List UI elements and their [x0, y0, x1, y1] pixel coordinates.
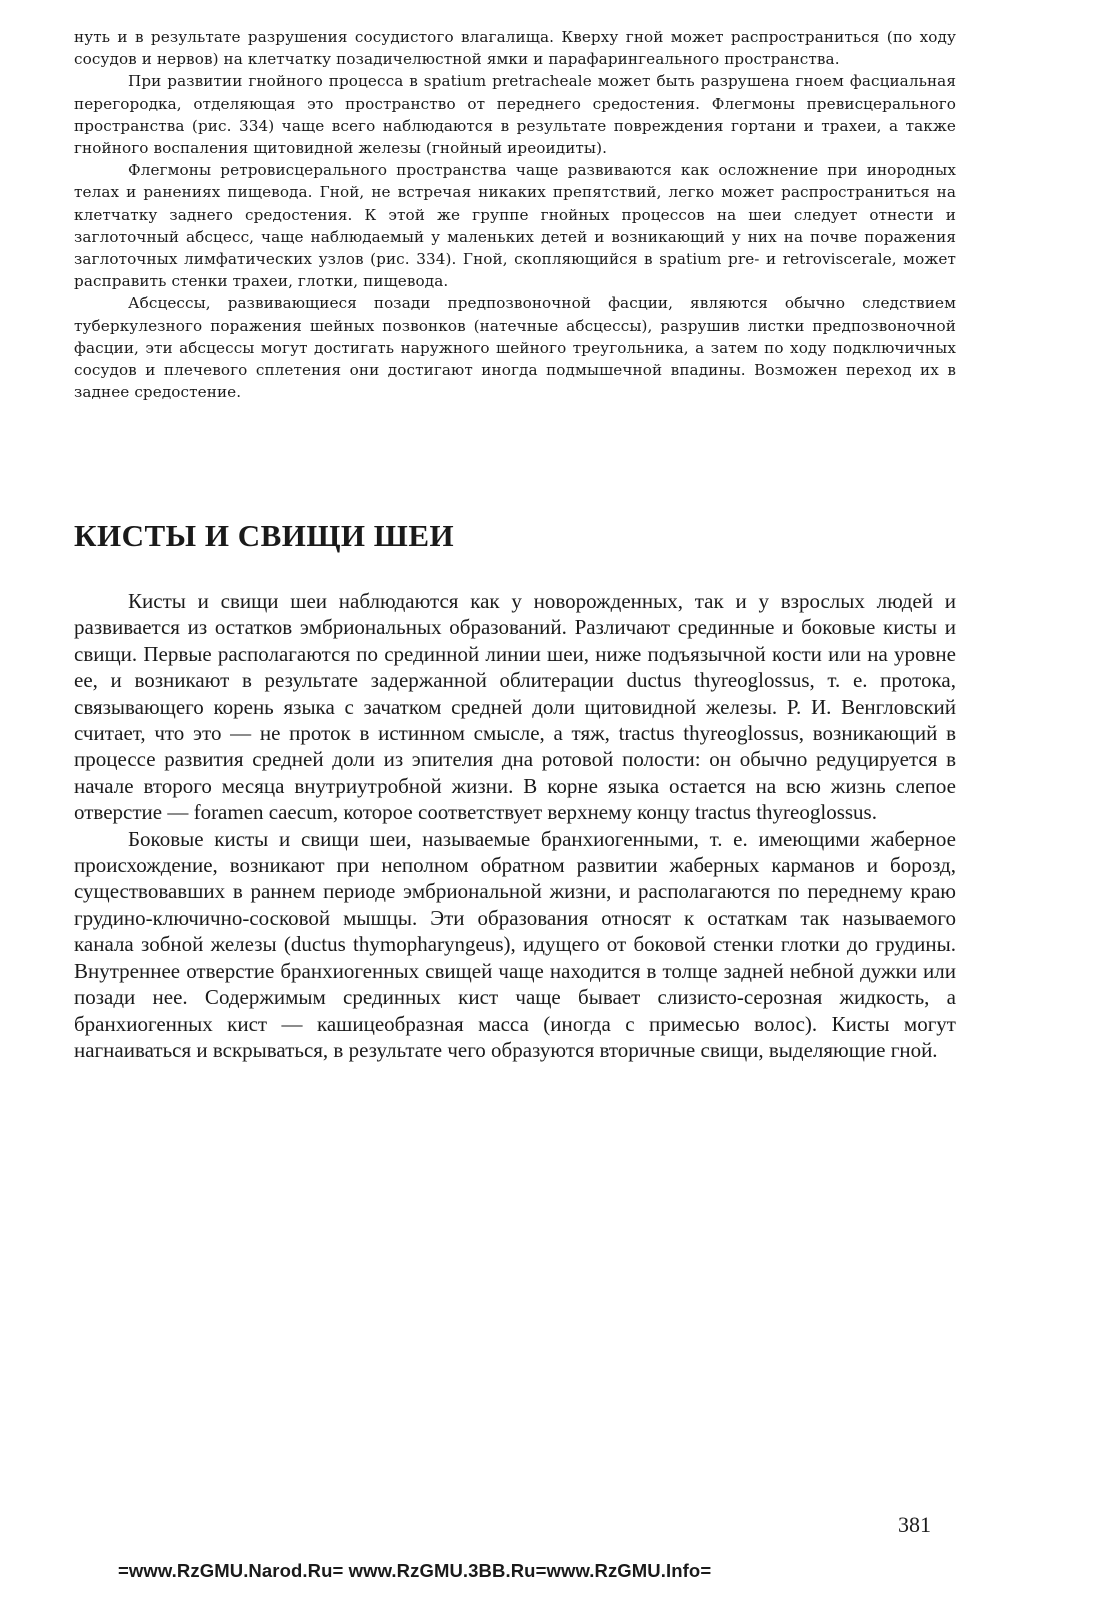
paragraph-median-cysts: Кисты и свищи шеи наблюдаются как у новорожденных, так и у взрослых людей и развивается из остатков эмбриональных образований. Различают срединные и боковые кисты и свищи. Первые располагаются по срединной линии шеи, ниже подъязычной кости или на уровне ее, и возникают в результате задержанной облитерации ductus thyreoglossus, т. е. протока, связывающего корень языка с зачатком средней доли щитовидной железы. Р. И. Венгловский считает, что это — не проток в истинном смысле, а тяж, tractus thyreoglossus, возникающий в процессе развития средней доли из эпителия дна ротовой полости: он обычно редуцируется в начале второго месяца внутриутробной жизни. В корне языка остается на всю жизнь слепое отверстие — foramen caecum, которое соответствует верхнему концу tractus thyreoglossus.	[74, 589, 956, 825]
section-heading: КИСТЫ И СВИЩИ ШЕИ	[74, 518, 455, 553]
paragraph-lateral-cysts: Боковые кисты и свищи шеи, называемые бранхиогенными, т. е. имеющими жаберное происхождение, возникают при неполном обратном развитии жаберных карманов и борозд, существовавших в раннем периоде эмбриональной жизни, и располагаются по переднему краю грудино-ключично-сосковой мышцы. Эти образования относят к остаткам так называемого канала зобной железы (ductus thymopharyngeus), идущего от боковой стенки глотки до грудины. Внутреннее отверстие бранхиогенных свищей чаще находится в толще задней небной дужки или позади нее. Содержимым срединных кист чаще бывает слизисто-серозная жидкость, а бранхиогенных кист — кашицеобразная масса (иногда с примесью волос). Кисты могут нагнаиваться и вскрываться, в результате чего образуются вторичные свищи, выделяющие гной.	[74, 826, 956, 1062]
paragraph-prevertebral: Абсцессы, развивающиеся позади предпозвоночной фасции, являются обычно следствием туберкулезного поражения шейных позвонков (натечные абсцессы), разрушив листки предпозвоночной фасции, эти абсцессы могут достигать наружного шейного треугольника, а затем по ходу подключичных сосудов и плечевого сплетения они достигают иногда подмышечной впадины. Возможен переход их в заднее средостение.	[74, 294, 956, 402]
paragraph-continued: нуть и в результате разрушения сосудистого влагалища. Кверху гной может распространиться (по ходу сосудов и нервов) на клетчатку позадичелюстной ямки и парафарингеального пространства.	[74, 28, 956, 69]
page-number: 381	[898, 1512, 931, 1537]
footer-credit: =www.RzGMU.Narod.Ru= www.RzGMU.3BB.Ru=www.RzGMU.Info=	[118, 1560, 712, 1581]
paragraph-pretracheal: При развитии гнойного процесса в spatium pretracheale может быть разрушена гноем фасциальная перегородка, отделяющая это пространство от переднего средостения. Флегмоны превисцерального пространства (рис. 334) чаще всего наблюдаются в результате повреждения гортани и трахеи, а также гнойного воспаления щитовидной железы (гнойный иреоидиты).	[74, 72, 956, 158]
section-body	[74, 588, 956, 1063]
paragraph-retrovisceral: Флегмоны ретровисцерального пространства чаще развиваются как осложнение при инородных телах и ранениях пищевода. Гной, не встречая никаких препятствий, легко может распространиться на клетчатку заднего средостения. К этой же группе гнойных процессов на шеи следует отнести и заглоточный абсцесс, чаще наблюдаемый у маленьких детей и возникающий у них на почве поражения заглоточных лимфатических узлов (рис. 334). Гной, скопляющийся в spatium pre- и retroviscerale, может расправить стенки трахеи, глотки, пищевода.	[74, 161, 956, 291]
document-page	[74, 26, 956, 1062]
